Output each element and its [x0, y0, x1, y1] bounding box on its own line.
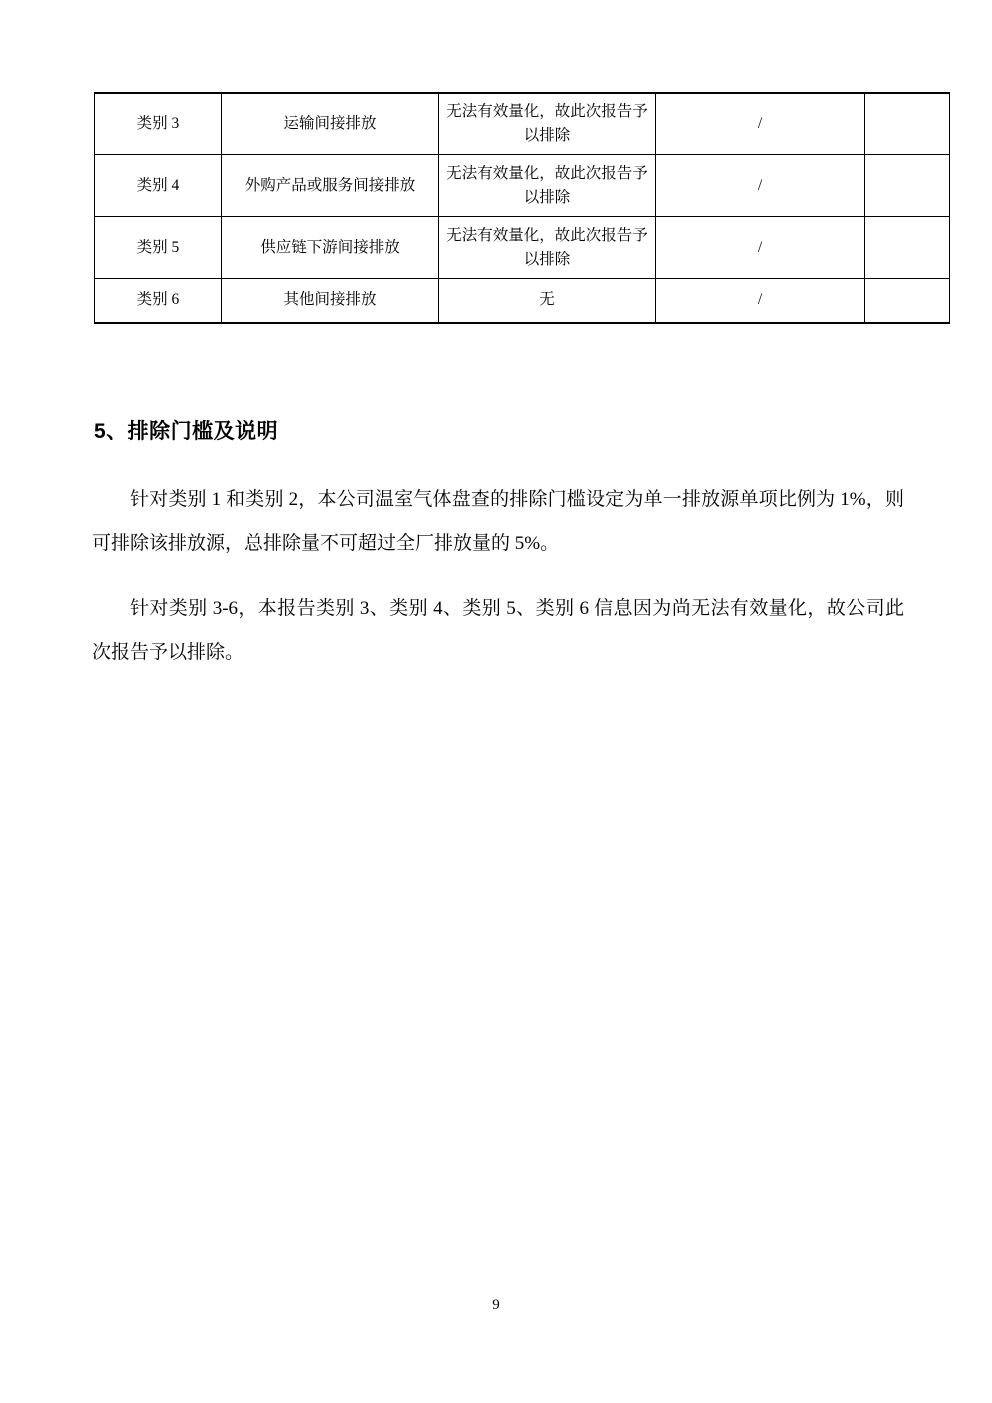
cell-name: 运输间接排放: [222, 93, 439, 155]
cell-name: 供应链下游间接排放: [222, 217, 439, 279]
cell-extra: [865, 155, 950, 217]
cell-note: 无: [439, 279, 656, 323]
section-heading: 5、排除门槛及说明: [94, 420, 279, 443]
paragraph-text: 针对类别 1 和类别 2，本公司温室气体盘查的排除门槛设定为单一排放源单项比例为 1%，则可排除该排放源，总排除量不可超过全厂排放量的 5%。: [92, 489, 904, 555]
cell-note: 无法有效量化，故此次报告予以排除: [439, 155, 656, 217]
cell-value: /: [656, 279, 865, 323]
cell-category: 类别 4: [95, 155, 222, 217]
table-row: [95, 279, 950, 323]
cell-extra: [865, 217, 950, 279]
cell-value: /: [656, 155, 865, 217]
table-row: [95, 155, 950, 217]
table-row: [95, 217, 950, 279]
cell-extra: [865, 279, 950, 323]
cell-name: 其他间接排放: [222, 279, 439, 323]
cell-category: 类别 5: [95, 217, 222, 279]
emission-categories-table-wrapper: [94, 92, 904, 324]
cell-name: 外购产品或服务间接排放: [222, 155, 439, 217]
cell-extra: [865, 93, 950, 155]
paragraph-categories-3-6: [92, 587, 904, 676]
cell-category: 类别 6: [95, 279, 222, 323]
cell-value: /: [656, 217, 865, 279]
emission-categories-table: [94, 92, 950, 324]
cell-value: /: [656, 93, 865, 155]
table-row: [95, 93, 950, 155]
page-number: 9: [492, 1297, 500, 1313]
cell-category: 类别 3: [95, 93, 222, 155]
paragraph-text: 针对类别 3-6，本报告类别 3、类别 4、类别 5、类别 6 信息因为尚无法有效量化，故公司此次报告予以排除。: [92, 598, 904, 664]
cell-note: 无法有效量化，故此次报告予以排除: [439, 217, 656, 279]
paragraph-exclusion-threshold: [92, 478, 904, 567]
cell-note: 无法有效量化，故此次报告予以排除: [439, 93, 656, 155]
